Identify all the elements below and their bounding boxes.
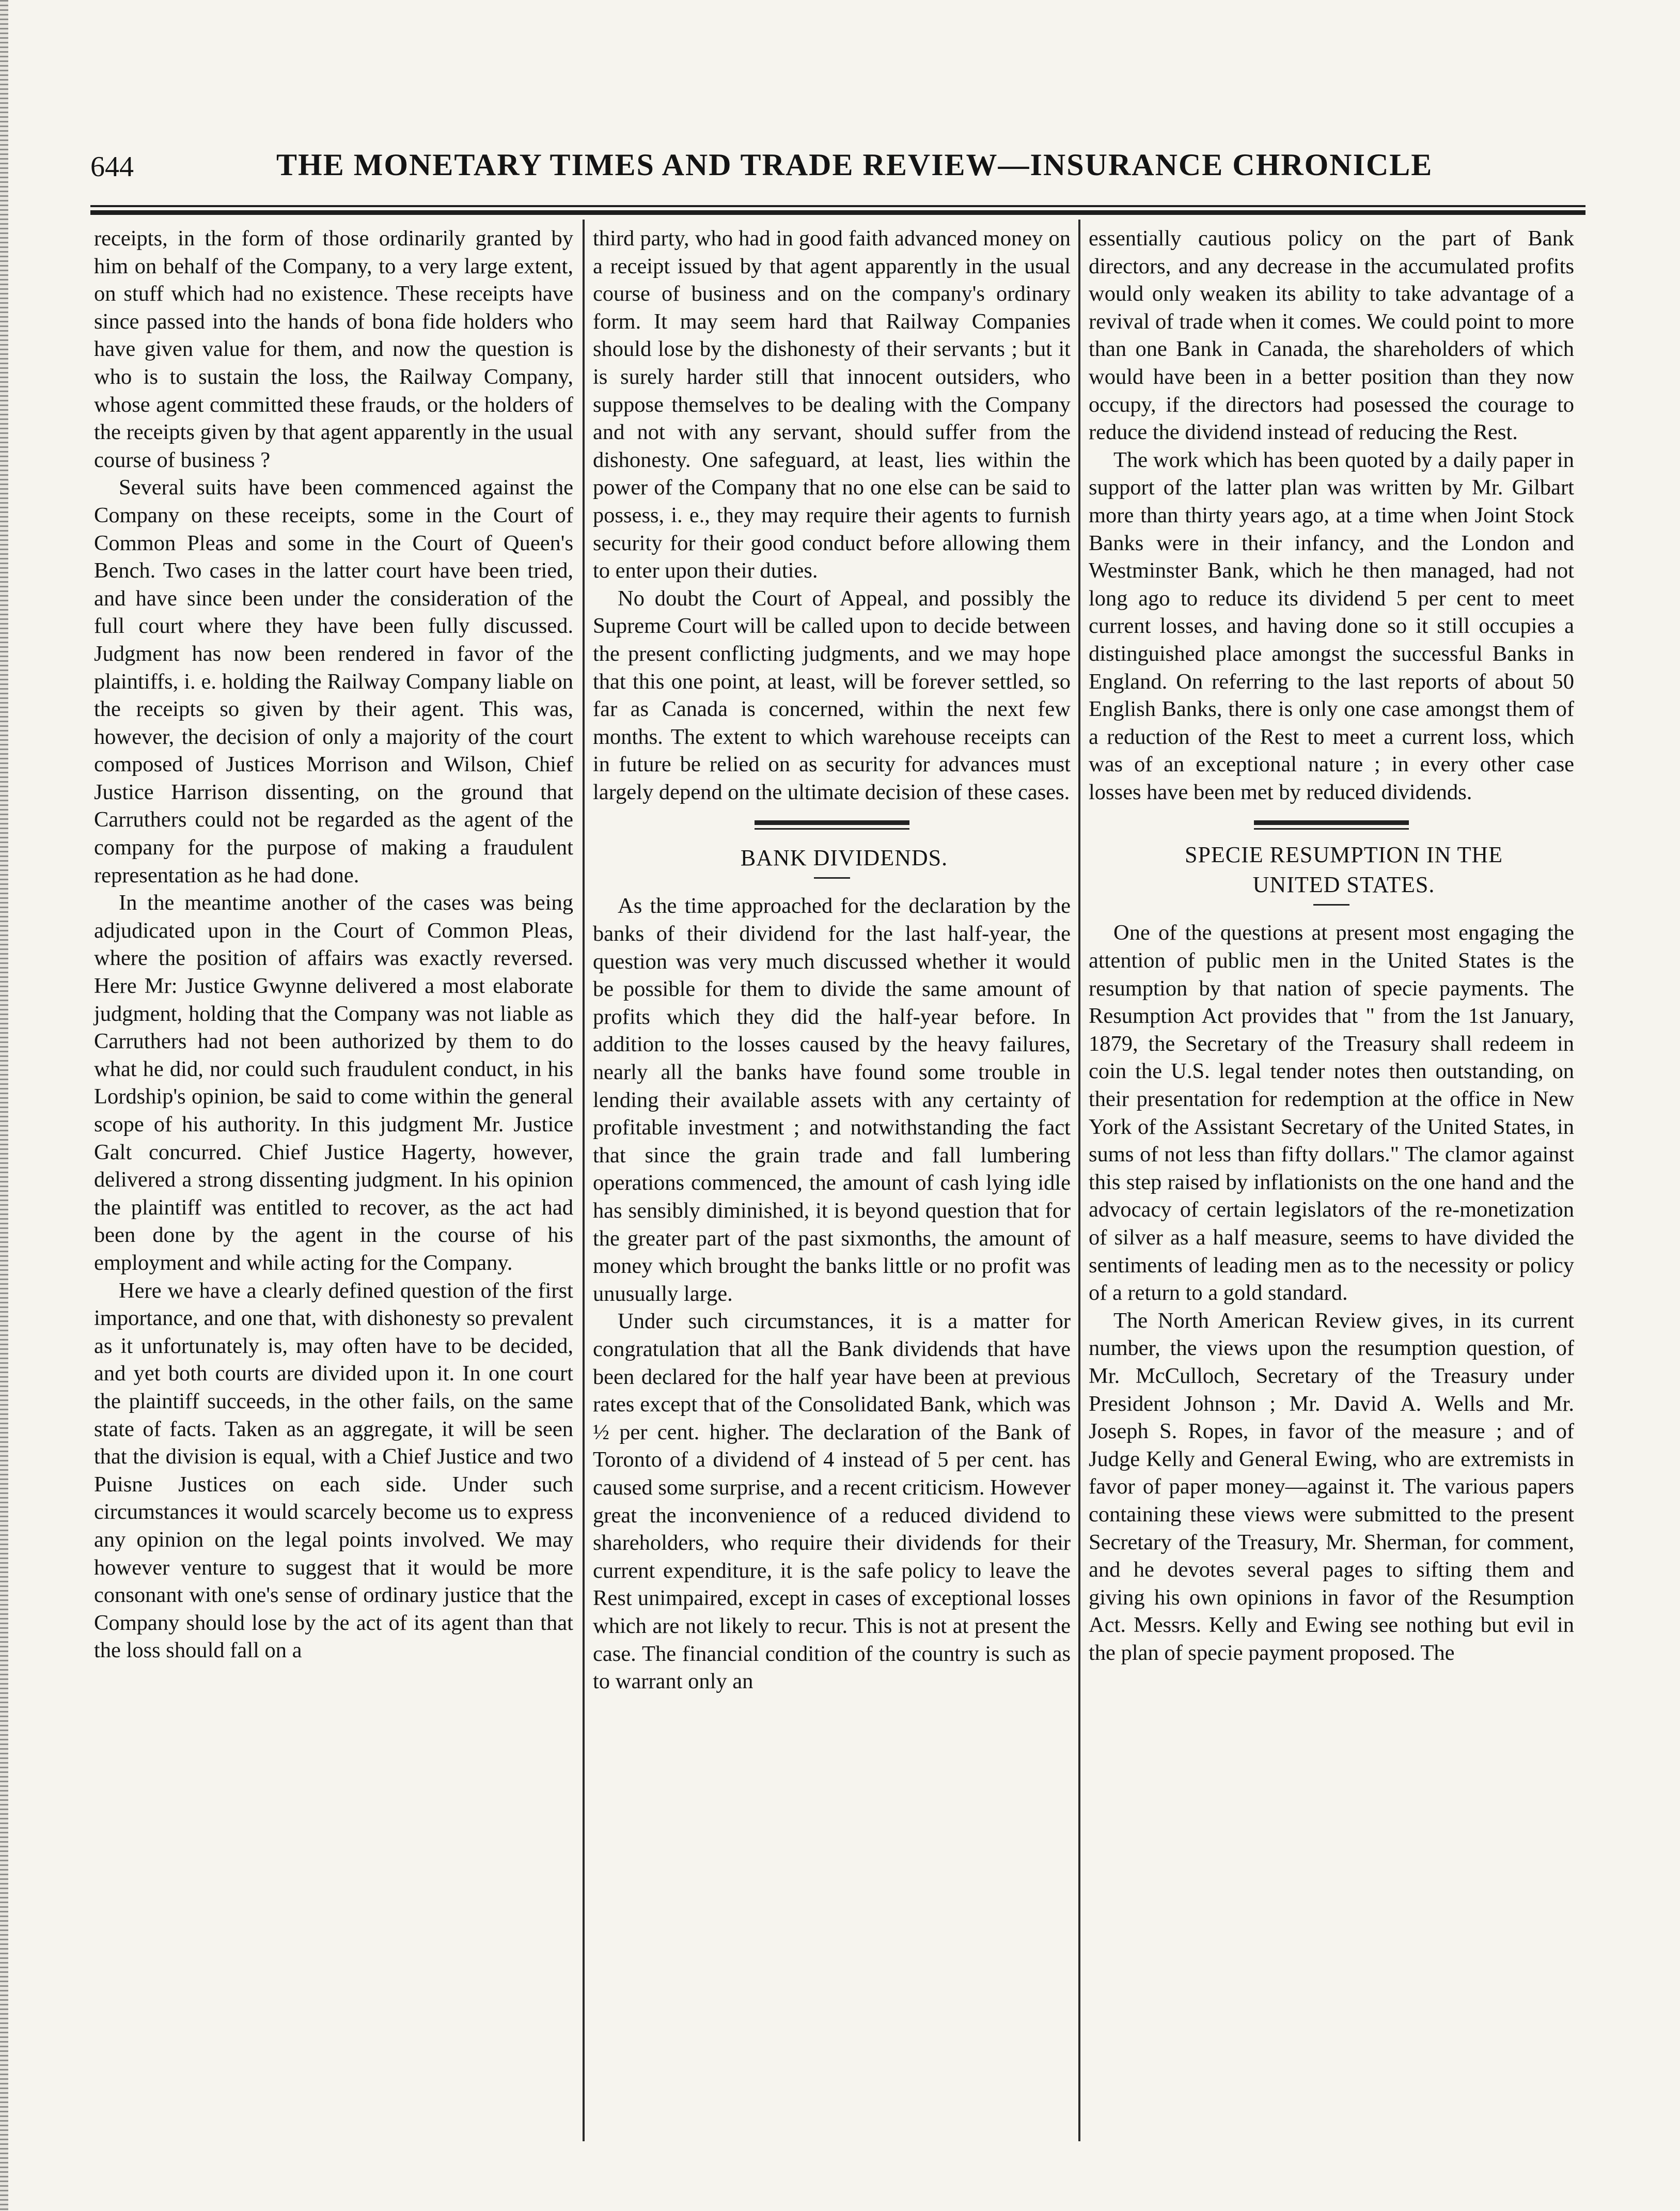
page-header <box>90 147 1585 194</box>
paragraph: The North American Review gives, in its current number, the views upon the resumption question, of Mr. McCulloch, Secretary of the Treasury under President Johnson ; Mr. David A. Wells and Mr. Joseph S. Ropes, in favor of the measure ; and of Judge Kelly and General Ewing, who are extremists in favor of paper money—against it. The various papers containing these views were submitted to the present Secretary of the Treasury, Mr. Sherman, for comment, and he devotes several pages to sifting them and giving his own opinions in favor of the Resumption Act. Messrs. Kelly and Ewing see nothing but evil in the plan of specie payment proposed. The <box>1089 1308 1574 1665</box>
paragraph: Here we have a clearly defined question of the first importance, and one that, with dishonesty so prevalent as it unfortunately is, may often have to be decided, and yet both courts are divided upon it. In one court the plaintiff succeeds, in the other fails, on the same state of facts. Taken as an aggregate, it will be seen that the division is equal, with a Chief Justice and two Puisne Justices on each side. Under such circumstances it would scarcely become us to express any opinion on the legal points involved. We may however venture to suggest that it would be more consonant with one's sense of ordinary justice that the Company should lose by the act of its agent than that the loss should fall on a <box>94 1278 573 1663</box>
title-underline <box>1313 904 1349 906</box>
paragraph: As the time approached for the declaration by the banks of their dividend for the last half-year, the question was very much discussed whether it would be possible for them to divide the same amount of profits which they did the half-year before. In addition to the losses caused by the heavy failures, nearly all the banks have found some trouble in lending their available assets with any certainty of profitable investment ; and notwithstanding the fact that since the grain trade and fall lumbering operations commenced, the amount of cash lying idle has sensibly diminished, it is beyond question that for the greater part of the past sixmonths, the amount of money which brought the banks little or no profit was unusually large. <box>593 894 1071 1306</box>
scanned-page-edge <box>0 0 8 2211</box>
paragraph: One of the questions at present most engaging the attention of public men in the United States is the resumption by that nation of specie payments. The Resumption Act provides that " from the 1st January, 1879, the Secretary of the Treasury shall redeem in coin the U.S. legal tender notes then outstanding, on their presentation for redemption at the office in New York of the Assistant Secretary of the United States, in sums of not less than fifty dollars." The clamor against this step raised by inflationists on the one hand and the advocacy of certain legislators of the re-monetization of silver as a half measure, seems to have divided the sentiments of leading men as to the necessity or policy of a return to a gold standard. <box>1089 921 1574 1305</box>
section-separator <box>1254 820 1409 830</box>
header-rule-thick <box>90 210 1585 215</box>
column-divider-2 <box>1078 220 1080 2141</box>
paragraph: Several suits have been commenced against the Company on these receipts, some in the Court of Common Pleas and some in the Court of Queen's Bench. Two cases in the latter court have been tried, and have since been under the consideration of the full court where they have been fully discussed. Judgment has now been rendered in favor of the plaintiffs, i. e. holding the Railway Company liable on the receipts so given by their agent. This was, however, the decision of only a majority of the court composed of Justices Morrison and Wilson, Chief Justice Harrison dissenting, on the ground that Carruthers could not be regarded as the agent of the company for the purpose of making a fraudulent representation as he had done. <box>94 475 573 887</box>
section-separator <box>755 820 909 830</box>
paragraph: Under such circumstances, it is a matter for congratulation that all the Bank dividends that have been declared for the half year have been at previous rates except that of the Consolidated Bank, which was ½ per cent. higher. The declaration of the Bank of Toronto of a dividend of 4 instead of 5 per cent. has caused some surprise, and a recent criticism. However great the inconvenience of a reduced dividend to shareholders, who require their dividends for their current expenditure, it is the safe policy to leave the Rest unimpaired, except in cases of exceptional losses which are not likely to recur. This is not at present the case. The financial condition of the country is such as to warrant only an <box>593 1309 1071 1694</box>
title-underline <box>814 877 850 879</box>
article-column-1 <box>94 225 573 1664</box>
paragraph: third party, who had in good faith advanced money on a receipt issued by that agent apparently in the usual course of business and on the company's ordinary form. It may seem hard that Railway Companies should lose by the dishonesty of their servants ; but it is surely harder still that innocent outsiders, who suppose themselves to be dealing with the Company and not with any servant, should suffer from the dishonesty. One safeguard, at least, lies within the power of the Company that no one else can be said to possess, i. e., they may require their agents to furnish security for their good conduct before allowing them to enter upon their duties. <box>593 226 1071 583</box>
running-title: THE MONETARY TIMES AND TRADE REVIEW—INSURANCE CHRONICLE <box>276 148 1433 182</box>
article-column-3 <box>1089 225 1574 1667</box>
column-divider-1 <box>583 220 585 2141</box>
header-rule-thin <box>90 205 1585 207</box>
paragraph: essentially cautious policy on the part of Bank directors, and any decrease in the accumulated profits would only weaken its ability to take advantage of a revival of trade when it comes. We could point to more than one Bank in Canada, the shareholders of which would have been in a better position than they now occupy, if the directors had posessed the courage to reduce the dividend instead of reducing the Rest. <box>1089 226 1574 445</box>
section-title-specie-resumption-line2: UNITED STATES. <box>1252 872 1435 898</box>
section-title-specie-resumption-line1: SPECIE RESUMPTION IN THE <box>1184 842 1503 868</box>
article-column-2 <box>593 225 1071 1695</box>
paragraph: No doubt the Court of Appeal, and possibly the Supreme Court will be called upon to decide between the present conflicting judgments, and we may hope that this one point, at least, will be forever settled, so far as Canada is concerned, within the next few months. The extent to which warehouse receipts can in future be relied on as security for advances must largely depend on the ultimate decision of these cases. <box>593 586 1071 804</box>
paragraph: In the meantime another of the cases was being adjudicated upon in the Court of Common Pleas, where the position of affairs was exactly reversed. Here Mr: Justice Gwynne delivered a most elaborate judgment, holding that the Company was not liable as Carruthers had not been authorized by them to do what he did, nor could such fraudulent conduct, in his Lordship's opinion, be said to come within the general scope of his authority. In this judgment Mr. Justice Galt concurred. Chief Justice Hagerty, however, delivered a strong dissenting judgment. In his opinion the plaintiff was entitled to recover, as the act had been done by the agent in the course of his employment and while acting for the Company. <box>94 891 573 1275</box>
paragraph: receipts, in the form of those ordinarily granted by him on behalf of the Company, to a very large extent, on stuff which had no existence. These receipts have since passed into the hands of bona fide holders who have given value for them, and now the question is who is to sustain the loss, the Railway Company, whose agent committed these frauds, or the holders of the receipts given by that agent apparently in the usual course of business ? <box>94 226 573 472</box>
section-title-bank-dividends: BANK DIVIDENDS. <box>740 845 948 871</box>
paragraph: The work which has been quoted by a daily paper in support of the latter plan was written by Mr. Gilbart more than thirty years ago, at a time when Joint Stock Banks were in their infancy, and the London and Westminster Bank, which he then managed, had not long ago to reduce its dividend 5 per cent to meet current losses, and having done so it still occupies a distinguished place amongst the successful Banks in England. On referring to the last reports of about 50 English Banks, there is only one case amongst them of a reduction of the Rest to meet a current loss, which was of an exceptional nature ; in every other case losses have been met by reduced dividends. <box>1089 447 1574 804</box>
page-number: 644 <box>90 151 134 183</box>
